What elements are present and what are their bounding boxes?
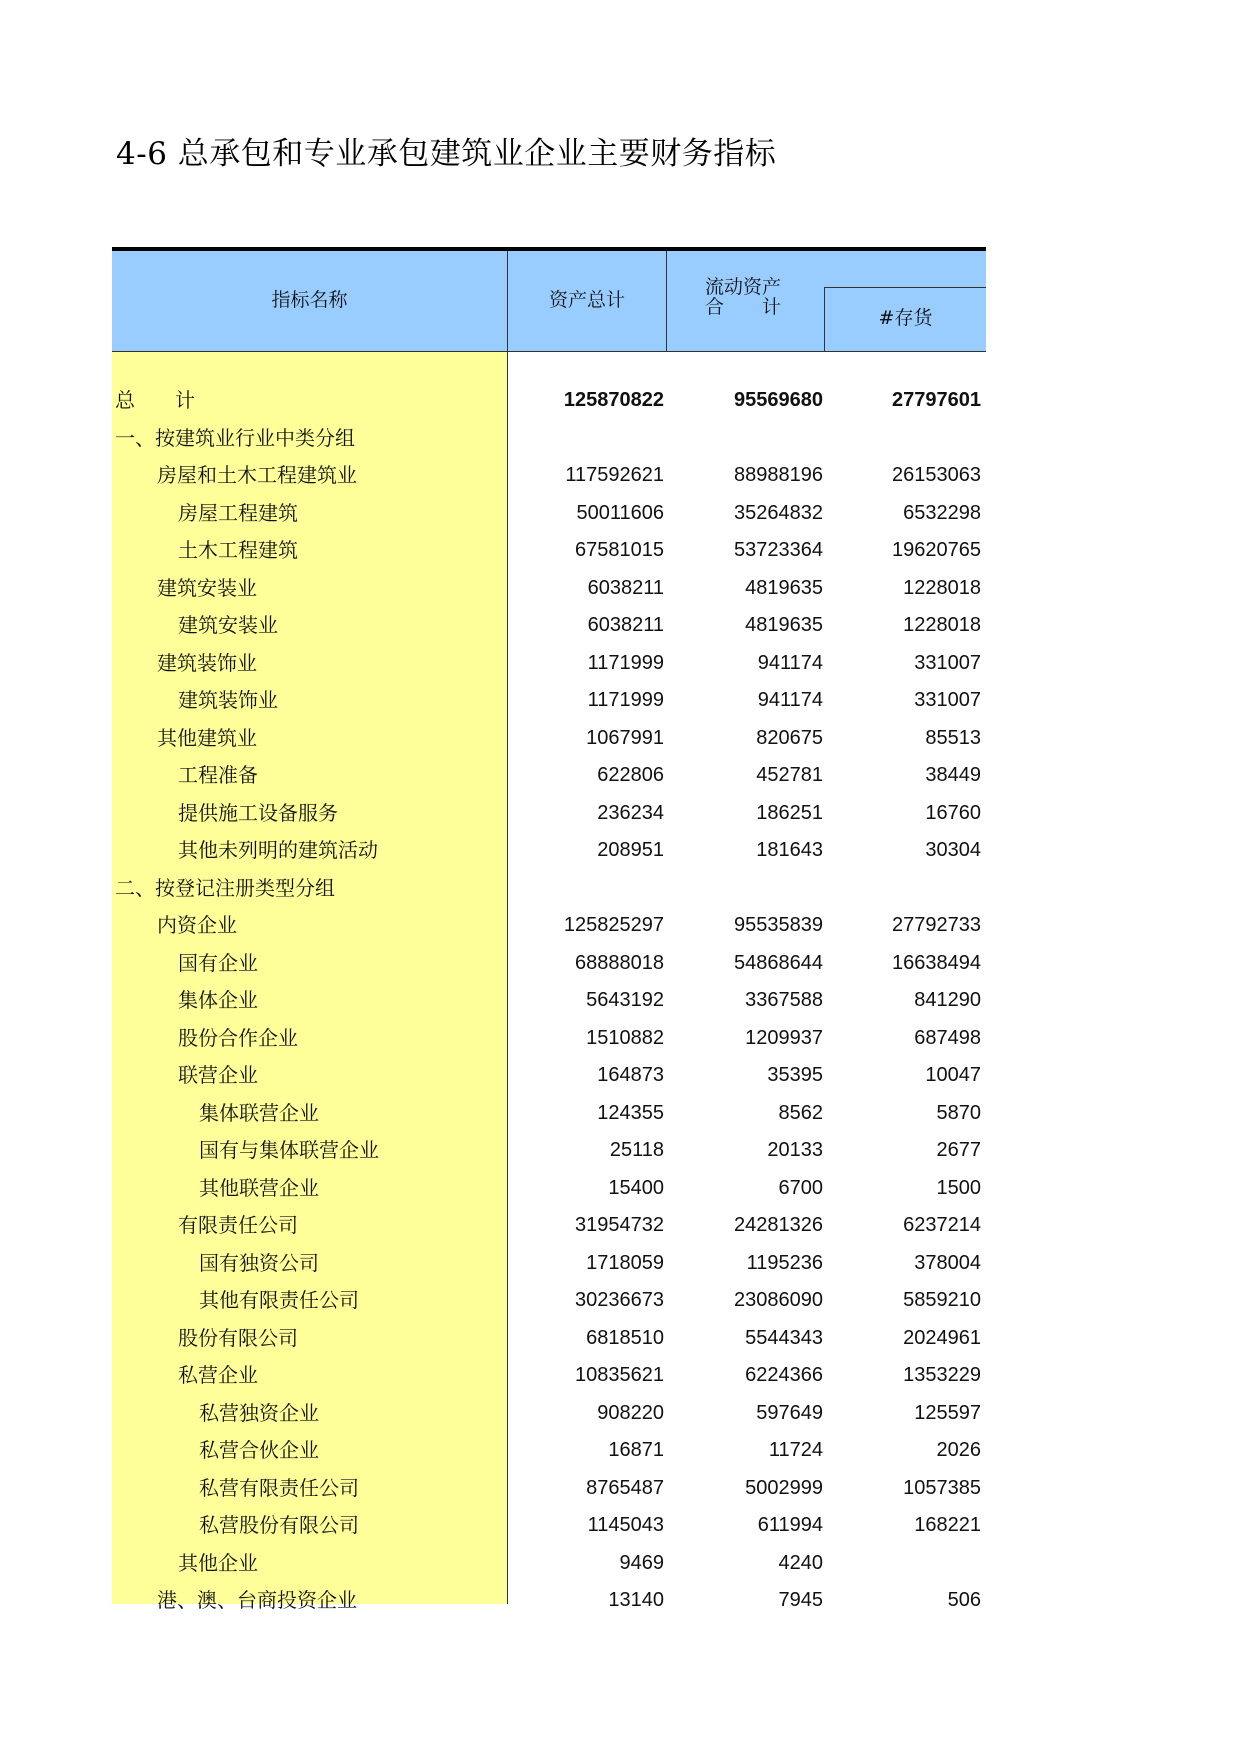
- table-row: [112, 1095, 986, 1133]
- table-row: [112, 832, 986, 870]
- cell-inventory: 38449: [925, 764, 981, 786]
- row-label: 私营企业: [178, 1363, 258, 1387]
- cell-current-assets: 597649: [756, 1401, 823, 1424]
- table-row: [112, 795, 986, 833]
- cell-total-assets: 124355: [597, 1101, 664, 1124]
- cell-inventory: 10047: [925, 1064, 981, 1086]
- cell-total-assets: 15400: [608, 1176, 664, 1199]
- cell-current-assets: 611994: [757, 1514, 823, 1536]
- cell-current-assets: 54868644: [734, 951, 823, 974]
- cell-inventory: 1500: [936, 1176, 981, 1199]
- cell-inventory: 2024961: [903, 1326, 981, 1349]
- cell-total-assets: 1718059: [586, 1251, 664, 1274]
- cell-total-assets: 908220: [597, 1401, 664, 1424]
- cell-total-assets: 1171999: [587, 689, 664, 711]
- cell-current-assets: 820675: [756, 726, 823, 749]
- row-label: 建筑安装业: [157, 575, 257, 600]
- cell-current-assets: 941174: [757, 651, 823, 674]
- table-row: [112, 1507, 986, 1545]
- cell-inventory: 1228018: [903, 576, 981, 599]
- row-label: 国有与集体联营企业: [199, 1138, 379, 1162]
- header-divider: [666, 251, 667, 351]
- cell-current-assets: 6224366: [745, 1364, 823, 1386]
- cell-current-assets: 1195236: [746, 1251, 823, 1274]
- cell-inventory: [826, 870, 981, 908]
- cell-current-assets: 5002999: [745, 1476, 823, 1499]
- cell-inventory: 331007: [914, 689, 981, 711]
- row-label: 一、按建筑业行业中类分组: [115, 425, 355, 450]
- cell-total-assets: [509, 420, 664, 458]
- cell-total-assets: 1510882: [586, 1026, 664, 1049]
- table-row: [112, 1582, 986, 1620]
- table-row: [112, 1057, 986, 1095]
- cell-inventory: 6532298: [903, 501, 981, 524]
- table-row: [112, 757, 986, 795]
- table-row: [112, 1395, 986, 1433]
- cell-inventory: 841290: [914, 989, 981, 1011]
- cell-current-assets: 1209937: [745, 1026, 823, 1049]
- cell-current-assets: 452781: [756, 764, 823, 786]
- cell-current-assets: 35264832: [734, 501, 823, 524]
- cell-current-assets: 53723364: [734, 539, 823, 561]
- table-row: [112, 645, 986, 683]
- table-row: [112, 457, 986, 495]
- row-label: 房屋工程建筑: [178, 500, 298, 525]
- cell-inventory: 19620765: [892, 539, 981, 561]
- cell-total-assets: 1067991: [586, 726, 664, 749]
- cell-total-assets: 16871: [608, 1439, 664, 1461]
- cell-inventory: 26153063: [892, 464, 981, 486]
- header-current-assets-line1: 流动资产: [704, 276, 781, 298]
- table-row: [112, 495, 986, 533]
- table-row: [112, 1320, 986, 1358]
- row-label: 建筑安装业: [178, 613, 278, 637]
- row-label: 集体联营企业: [199, 1100, 319, 1125]
- row-label: 其他企业: [178, 1550, 258, 1575]
- cell-inventory: 331007: [914, 651, 981, 674]
- cell-total-assets: 208951: [597, 839, 664, 861]
- table-row: [112, 945, 986, 983]
- row-label: 建筑装饰业: [178, 688, 278, 712]
- cell-current-assets: 4819635: [745, 576, 823, 599]
- table-row: [112, 1357, 986, 1395]
- cell-inventory: 1353229: [903, 1364, 981, 1386]
- cell-current-assets: 24281326: [734, 1214, 823, 1236]
- row-label: 其他建筑业: [157, 725, 257, 750]
- table-row: [112, 682, 986, 720]
- header-indicator-name: 指标名称: [271, 289, 348, 311]
- cell-total-assets: 8765487: [586, 1476, 664, 1499]
- cell-current-assets: 88988196: [734, 464, 823, 486]
- row-label: 私营有限责任公司: [199, 1475, 359, 1500]
- row-label: 工程准备: [178, 763, 258, 787]
- table-row: [112, 1470, 986, 1508]
- cell-inventory: 85513: [925, 726, 981, 749]
- row-label: 内资企业: [157, 913, 237, 937]
- row-label: 国有独资公司: [199, 1250, 319, 1275]
- table-row: [112, 607, 986, 645]
- cell-inventory: 1228018: [903, 614, 981, 636]
- cell-inventory: 378004: [914, 1251, 981, 1274]
- cell-current-assets: [668, 420, 823, 458]
- cell-current-assets: 6700: [778, 1176, 823, 1199]
- row-label: 私营独资企业: [199, 1400, 319, 1425]
- cell-total-assets: 5643192: [586, 989, 664, 1011]
- header-inventory: #存货: [878, 307, 933, 329]
- cell-current-assets: 11724: [768, 1439, 823, 1461]
- cell-current-assets: 23086090: [734, 1289, 823, 1311]
- cell-inventory: 2677: [936, 1139, 981, 1161]
- row-label: 其他联营企业: [199, 1175, 319, 1200]
- cell-inventory: 168221: [914, 1514, 981, 1536]
- row-label: 房屋和土木工程建筑业: [157, 463, 357, 487]
- cell-current-assets: 8562: [778, 1101, 823, 1124]
- cell-current-assets: 35395: [767, 1064, 823, 1086]
- table-row: [112, 870, 986, 908]
- header-current-assets-line2: 合 计: [704, 296, 781, 318]
- cell-inventory: 1057385: [903, 1476, 981, 1499]
- cell-current-assets: 941174: [757, 689, 823, 711]
- cell-current-assets: 4240: [778, 1551, 823, 1574]
- cell-total-assets: 6038211: [587, 576, 664, 599]
- cell-current-assets: 5544343: [745, 1326, 823, 1349]
- cell-inventory: 16638494: [892, 951, 981, 974]
- table-row: [112, 420, 986, 458]
- cell-inventory: 6237214: [903, 1214, 981, 1236]
- table-row: [112, 1020, 986, 1058]
- cell-total-assets: 1145043: [587, 1514, 664, 1536]
- row-label: 其他未列明的建筑活动: [178, 838, 378, 862]
- cell-current-assets: 20133: [767, 1139, 823, 1161]
- row-label: 私营合伙企业: [199, 1438, 319, 1462]
- cell-total-assets: 30236673: [575, 1289, 664, 1311]
- row-label: 其他有限责任公司: [199, 1288, 359, 1312]
- table-row: [112, 720, 986, 758]
- cell-inventory: 687498: [914, 1026, 981, 1049]
- row-label: 提供施工设备服务: [178, 800, 338, 825]
- cell-total-assets: 31954732: [575, 1214, 664, 1236]
- cell-current-assets: 7945: [778, 1589, 823, 1611]
- row-label: 股份有限公司: [178, 1325, 298, 1350]
- row-label: 集体企业: [178, 988, 258, 1012]
- table-row: [112, 1432, 986, 1470]
- cell-total-assets: 125825297: [563, 914, 664, 936]
- table-row: [112, 1132, 986, 1170]
- cell-inventory: 27792733: [892, 914, 981, 936]
- cell-inventory: 30304: [925, 839, 981, 861]
- table-row: [112, 532, 986, 570]
- cell-current-assets: [668, 870, 823, 908]
- cell-total-assets: 25118: [609, 1139, 664, 1161]
- table-row: [112, 982, 986, 1020]
- header-subdivider: [824, 287, 986, 288]
- cell-current-assets: 95569680: [734, 389, 823, 411]
- table-row: [112, 1282, 986, 1320]
- row-label: 港、澳、台商投资企业: [157, 1588, 357, 1612]
- cell-inventory: 506: [947, 1589, 981, 1611]
- page-title: 4-6 总承包和专业承包建筑业企业主要财务指标: [116, 136, 777, 172]
- table-row: [112, 382, 986, 420]
- row-label: 联营企业: [178, 1063, 258, 1087]
- cell-inventory: 2026: [936, 1439, 981, 1461]
- table-row: [112, 1170, 986, 1208]
- cell-total-assets: 6818510: [586, 1326, 664, 1349]
- cell-total-assets: 117592621: [565, 464, 664, 486]
- table-row: [112, 1545, 986, 1583]
- cell-total-assets: 9469: [619, 1551, 664, 1574]
- header-total-assets: 资产总计: [548, 289, 625, 311]
- cell-total-assets: [509, 870, 664, 908]
- cell-inventory: 5859210: [903, 1289, 981, 1311]
- cell-total-assets: 236234: [597, 801, 664, 824]
- table-header: [112, 251, 986, 352]
- cell-current-assets: 186251: [756, 801, 823, 824]
- table-row: [112, 1245, 986, 1283]
- cell-inventory: 16760: [925, 801, 981, 824]
- cell-total-assets: 13140: [608, 1589, 664, 1611]
- cell-total-assets: 622806: [597, 764, 664, 786]
- row-label: 土木工程建筑: [178, 538, 298, 562]
- cell-inventory: 27797601: [892, 389, 981, 411]
- table-row: [112, 570, 986, 608]
- cell-total-assets: 125870822: [563, 389, 664, 411]
- row-label: 有限责任公司: [178, 1213, 298, 1237]
- cell-current-assets: 181643: [756, 839, 823, 861]
- cell-inventory: [826, 420, 981, 458]
- header-current-assets: [668, 277, 818, 317]
- cell-inventory: 125597: [914, 1401, 981, 1424]
- row-label: 二、按登记注册类型分组: [115, 875, 335, 900]
- cell-current-assets: 4819635: [745, 614, 823, 636]
- cell-total-assets: 10835621: [575, 1364, 664, 1386]
- row-label: 股份合作企业: [178, 1025, 298, 1050]
- table-row: [112, 1207, 986, 1245]
- cell-total-assets: 50011606: [576, 501, 664, 524]
- cell-inventory: [826, 1545, 981, 1583]
- row-label: 私营股份有限公司: [199, 1513, 359, 1537]
- cell-total-assets: 6038211: [587, 614, 664, 636]
- cell-total-assets: 1171999: [587, 651, 664, 674]
- cell-current-assets: 3367588: [745, 989, 823, 1011]
- row-label: 建筑装饰业: [157, 650, 257, 675]
- cell-total-assets: 164873: [597, 1064, 664, 1086]
- cell-inventory: 5870: [936, 1101, 981, 1124]
- cell-current-assets: 95535839: [734, 914, 823, 936]
- cell-total-assets: 67581015: [575, 539, 664, 561]
- cell-total-assets: 68888018: [575, 951, 664, 974]
- row-label: 总 计: [115, 388, 195, 412]
- table-row: [112, 907, 986, 945]
- row-label: 国有企业: [178, 950, 258, 975]
